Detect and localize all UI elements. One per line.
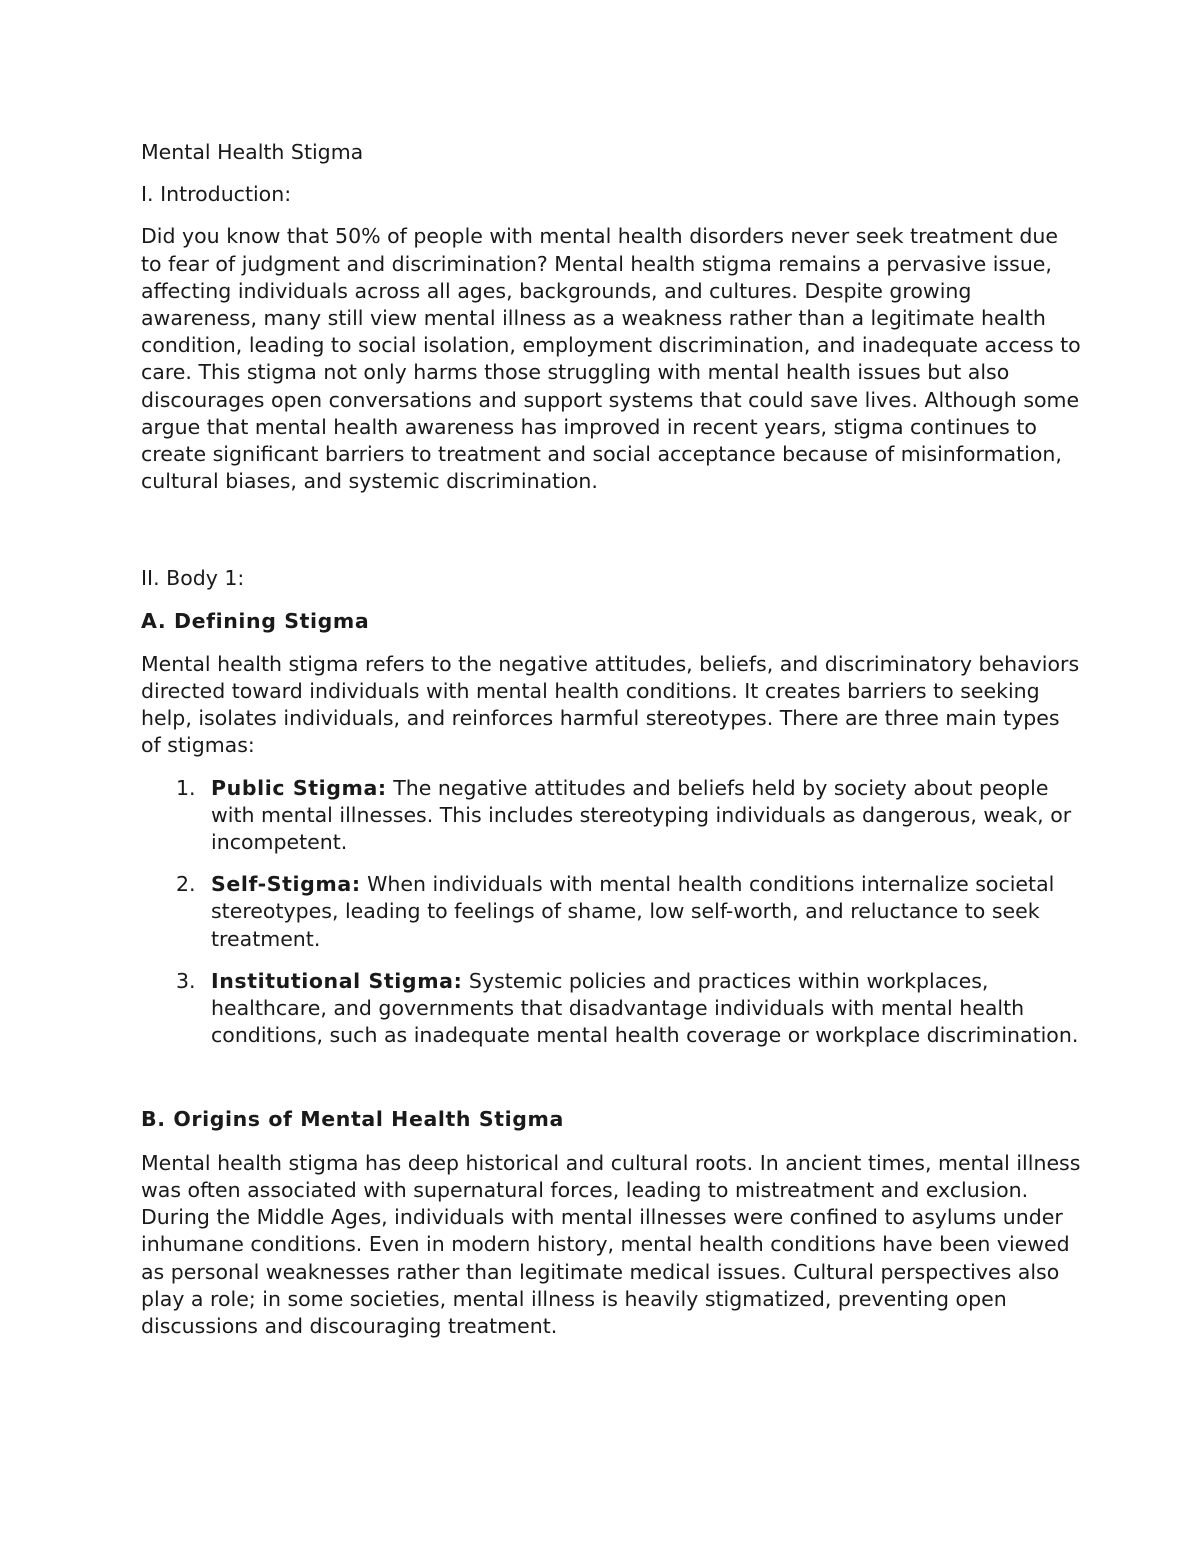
section-b-paragraph: Mental health stigma has deep historical and cultural roots. In ancient times, mental illness was often associated with supernatural forces, leading to mistreatment and exclusion. During the Middle Ages, individuals with mental illnesses were confined to asylums under inhumane conditions. Even in modern history, mental health conditions have been viewed as personal weaknesses rather than legitimate medical issues. Cultural perspectives also play a role; in some societies, mental illness is heavily stigmatized, preventing open discussions and discouraging treatment. [141,1150,1081,1338]
section-a-heading: A. Defining Stigma [141,608,370,633]
list-term: Institutional Stigma: [211,968,463,993]
body1-heading: II. Body 1: [141,566,245,591]
stigma-types-list [141,775,1081,1050]
list-number: 3. [176,968,196,993]
intro-heading: I. Introduction: [141,182,292,207]
document-page [141,139,1081,1340]
list-term: Public Stigma: [211,775,387,800]
list-text: When individuals with mental health conditions internalize societal stereotypes, leading to feelings of shame, low self-worth, and reluctance to seek treatment. [211,872,1055,951]
list-text: Systemic policies and practices within workplaces, healthcare, and governments that disadvantage individuals with mental health conditions, such as inadequate mental health coverage or workplace discrimination. [211,968,1079,1048]
document-title: Mental Health Stigma [141,140,364,164]
list-item [141,871,1081,953]
section-a-paragraph: Mental health stigma refers to the negative attitudes, beliefs, and discriminatory behaviors directed toward individuals with mental health conditions. It creates barriers to seeking help, isolates individuals, and reinforces harmful stereotypes. There are three main types of stigmas: [141,651,1080,758]
list-item [141,968,1081,1050]
section-b-heading: B. Origins of Mental Health Stigma [141,1107,564,1132]
list-number: 2. [176,872,196,897]
list-number: 1. [176,775,196,800]
list-item [141,775,1081,857]
list-term: Self-Stigma: [211,872,361,897]
intro-paragraph: Did you know that 50% of people with mental health disorders never seek treatment due to fear of judgment and discrimination? Mental health stigma remains a pervasive issue, affecting individuals across all ages, backgrounds, and cultures. Despite growing awareness, many still view mental illness as a weakness rather than a legitimate health condition, leading to social isolation, employment discrimination, and inadequate access to care. This stigma not only harms those struggling with mental health issues but also discourages open conversations and support systems that could save lives. Although some argue that mental health awareness has improved in recent years, stigma continues to create significant barriers to treatment and social acceptance because of misinformation, cultural biases, and systemic discrimination. [141,224,1081,494]
list-text: The negative attitudes and beliefs held by society about people with mental illnesses. This includes stereotyping individuals as dangerous, weak, or incompetent. [211,775,1072,855]
